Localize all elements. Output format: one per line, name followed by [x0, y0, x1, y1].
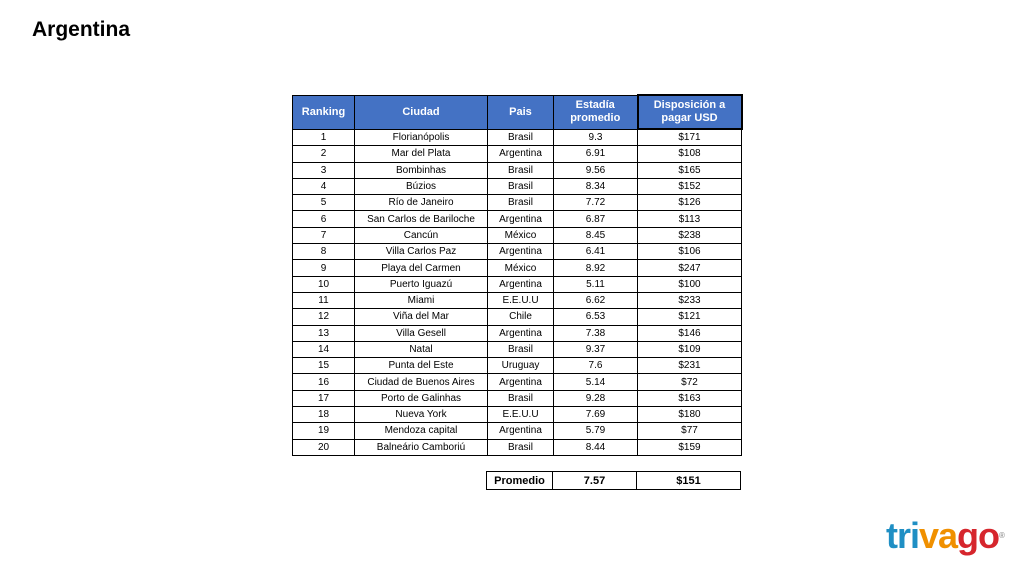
cell-estadia: 7.38	[554, 325, 638, 341]
cell-disposicion: $113	[638, 211, 742, 227]
cell-ciudad: Balneário Camboriú	[355, 439, 488, 455]
cell-estadia: 6.87	[554, 211, 638, 227]
table-row	[293, 390, 742, 406]
table-row	[293, 423, 742, 439]
cell-ciudad: Ciudad de Buenos Aires	[355, 374, 488, 390]
cell-pais: Brasil	[488, 390, 554, 406]
average-pay: $151	[637, 472, 741, 490]
cell-ciudad: Playa del Carmen	[355, 260, 488, 276]
table-row	[293, 292, 742, 308]
cell-disposicion: $180	[638, 407, 742, 423]
average-row	[487, 472, 741, 490]
cell-ranking: 18	[293, 407, 355, 423]
cell-estadia: 6.62	[554, 292, 638, 308]
cell-disposicion: $247	[638, 260, 742, 276]
cell-pais: Uruguay	[488, 358, 554, 374]
cell-ranking: 8	[293, 244, 355, 260]
cell-pais: México	[488, 227, 554, 243]
average-table	[486, 471, 741, 490]
cell-pais: Brasil	[488, 341, 554, 357]
cell-ranking: 11	[293, 292, 355, 308]
cell-pais: Argentina	[488, 244, 554, 260]
cell-disposicion: $233	[638, 292, 742, 308]
table-row	[293, 162, 742, 178]
cell-pais: Argentina	[488, 276, 554, 292]
cell-disposicion: $159	[638, 439, 742, 455]
cell-ranking: 16	[293, 374, 355, 390]
cell-disposicion: $171	[638, 129, 742, 146]
cell-ranking: 9	[293, 260, 355, 276]
table-row	[293, 358, 742, 374]
cell-pais: Brasil	[488, 195, 554, 211]
cell-ciudad: Porto de Galinhas	[355, 390, 488, 406]
cell-ciudad: Villa Gesell	[355, 325, 488, 341]
header-estadia: Estadía promedio	[554, 95, 638, 129]
table-header-row	[293, 95, 742, 129]
cell-pais: Brasil	[488, 439, 554, 455]
cell-disposicion: $146	[638, 325, 742, 341]
cell-ciudad: Búzios	[355, 178, 488, 194]
cell-ranking: 5	[293, 195, 355, 211]
logo-part-go: go	[957, 515, 1000, 556]
cell-ranking: 1	[293, 129, 355, 146]
cell-disposicion: $165	[638, 162, 742, 178]
table-row	[293, 178, 742, 194]
cell-estadia: 5.14	[554, 374, 638, 390]
cell-ciudad: Mar del Plata	[355, 146, 488, 162]
table-body	[293, 129, 742, 455]
cell-pais: Brasil	[488, 162, 554, 178]
table-row	[293, 374, 742, 390]
cell-ciudad: Punta del Este	[355, 358, 488, 374]
cell-pais: Brasil	[488, 178, 554, 194]
cell-ranking: 10	[293, 276, 355, 292]
cell-disposicion: $126	[638, 195, 742, 211]
table-row	[293, 260, 742, 276]
cell-ranking: 2	[293, 146, 355, 162]
table-row	[293, 211, 742, 227]
table-row	[293, 276, 742, 292]
logo-part-tri: tri	[886, 515, 919, 556]
cell-ranking: 20	[293, 439, 355, 455]
table-row	[293, 341, 742, 357]
table-row	[293, 195, 742, 211]
page-title: Argentina	[32, 18, 131, 41]
cell-disposicion: $152	[638, 178, 742, 194]
cell-estadia: 6.53	[554, 309, 638, 325]
cell-disposicion: $72	[638, 374, 742, 390]
trivago-logo	[886, 516, 1004, 556]
cell-ciudad: Viña del Mar	[355, 309, 488, 325]
table-row	[293, 407, 742, 423]
cell-estadia: 9.3	[554, 129, 638, 146]
cell-disposicion: $77	[638, 423, 742, 439]
cell-estadia: 8.45	[554, 227, 638, 243]
cell-pais: Argentina	[488, 374, 554, 390]
cell-pais: Argentina	[488, 325, 554, 341]
cell-ciudad: Cancún	[355, 227, 488, 243]
cell-disposicion: $108	[638, 146, 742, 162]
average-stay: 7.57	[553, 472, 637, 490]
cell-pais: Brasil	[488, 129, 554, 146]
cell-estadia: 7.6	[554, 358, 638, 374]
cell-pais: Chile	[488, 309, 554, 325]
cell-estadia: 7.72	[554, 195, 638, 211]
cell-ranking: 6	[293, 211, 355, 227]
ranking-table	[292, 94, 743, 456]
cell-estadia: 9.56	[554, 162, 638, 178]
cell-ciudad: Natal	[355, 341, 488, 357]
cell-disposicion: $106	[638, 244, 742, 260]
table-row	[293, 244, 742, 260]
cell-pais: Argentina	[488, 211, 554, 227]
cell-ranking: 14	[293, 341, 355, 357]
cell-estadia: 8.44	[554, 439, 638, 455]
cell-pais: E.E.U.U	[488, 407, 554, 423]
cell-estadia: 9.28	[554, 390, 638, 406]
cell-ciudad: Villa Carlos Paz	[355, 244, 488, 260]
cell-ranking: 3	[293, 162, 355, 178]
cell-disposicion: $231	[638, 358, 742, 374]
cell-estadia: 6.41	[554, 244, 638, 260]
table-row	[293, 129, 742, 146]
cell-ciudad: Río de Janeiro	[355, 195, 488, 211]
cell-ranking: 19	[293, 423, 355, 439]
cell-disposicion: $163	[638, 390, 742, 406]
cell-ciudad: Miami	[355, 292, 488, 308]
cell-disposicion: $238	[638, 227, 742, 243]
cell-ranking: 12	[293, 309, 355, 325]
table-row	[293, 309, 742, 325]
cell-estadia: 6.91	[554, 146, 638, 162]
cell-ranking: 13	[293, 325, 355, 341]
cell-disposicion: $100	[638, 276, 742, 292]
header-pais: Pais	[488, 95, 554, 129]
cell-estadia: 7.69	[554, 407, 638, 423]
cell-disposicion: $121	[638, 309, 742, 325]
cell-estadia: 5.79	[554, 423, 638, 439]
cell-ciudad: San Carlos de Bariloche	[355, 211, 488, 227]
cell-pais: Argentina	[488, 423, 554, 439]
logo-registered-mark: ®	[999, 531, 1004, 540]
table-row	[293, 146, 742, 162]
cell-ranking: 7	[293, 227, 355, 243]
header-ciudad: Ciudad	[355, 95, 488, 129]
table-row	[293, 439, 742, 455]
cell-ciudad: Bombinhas	[355, 162, 488, 178]
cell-ranking: 17	[293, 390, 355, 406]
cell-pais: Argentina	[488, 146, 554, 162]
table-row	[293, 325, 742, 341]
cell-ciudad: Nueva York	[355, 407, 488, 423]
cell-estadia: 9.37	[554, 341, 638, 357]
cell-ciudad: Puerto Iguazú	[355, 276, 488, 292]
logo-part-va: va	[919, 515, 958, 556]
header-disposicion: Disposición a pagar USD	[638, 95, 742, 129]
header-ranking: Ranking	[293, 95, 355, 129]
cell-estadia: 5.11	[554, 276, 638, 292]
cell-ranking: 4	[293, 178, 355, 194]
cell-disposicion: $109	[638, 341, 742, 357]
cell-estadia: 8.34	[554, 178, 638, 194]
cell-pais: E.E.U.U	[488, 292, 554, 308]
cell-pais: México	[488, 260, 554, 276]
cell-ciudad: Florianópolis	[355, 129, 488, 146]
cell-ciudad: Mendoza capital	[355, 423, 488, 439]
table-row	[293, 227, 742, 243]
average-label: Promedio	[487, 472, 553, 490]
cell-ranking: 15	[293, 358, 355, 374]
cell-estadia: 8.92	[554, 260, 638, 276]
